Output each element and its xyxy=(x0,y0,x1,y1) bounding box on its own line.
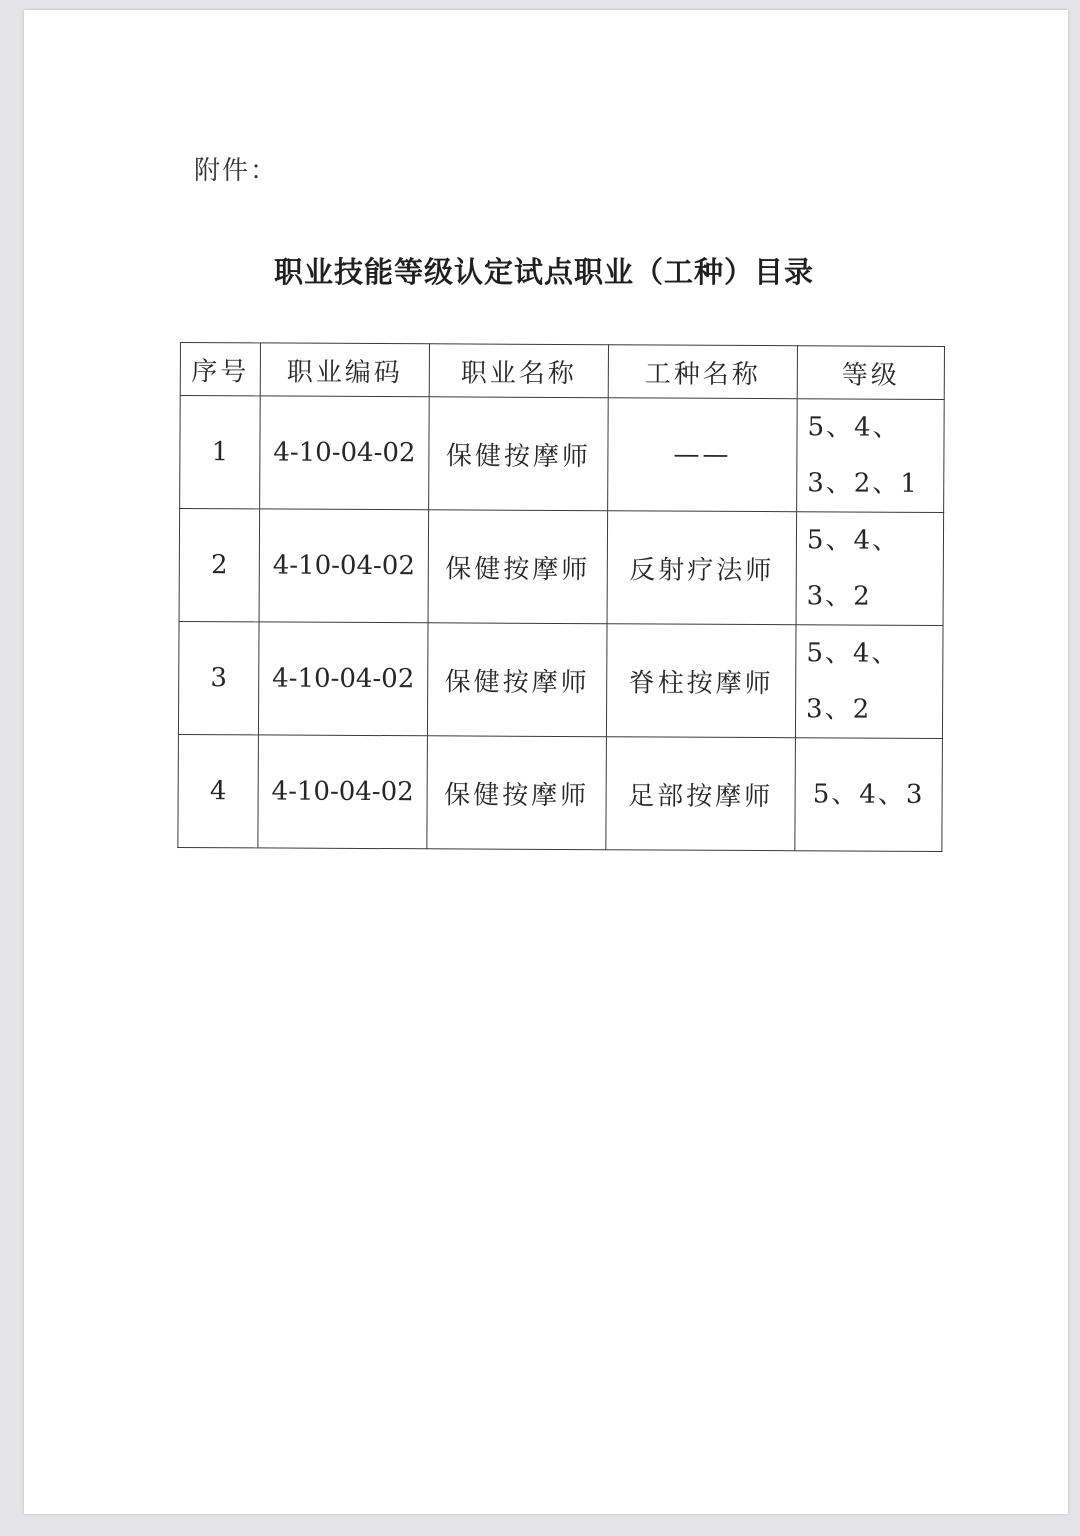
table-row xyxy=(180,396,945,513)
row-code: 4-10-04-02 xyxy=(258,622,428,736)
row-grade: 5、4、3 xyxy=(795,738,943,852)
row-no: 4 xyxy=(178,734,259,847)
row-no: 2 xyxy=(179,509,260,622)
header-grade: 等级 xyxy=(797,346,944,400)
attachment-label: 附件： xyxy=(194,156,279,186)
header-trade: 工种名称 xyxy=(608,345,797,399)
row-trade: 足部按摩师 xyxy=(606,737,796,851)
header-code: 职业编码 xyxy=(260,343,429,397)
row-code: 4-10-04-02 xyxy=(258,735,428,849)
document-title: 职业技能等级认定试点职业（工种）目录 xyxy=(274,255,815,289)
row-grade: 5、4、3、2 xyxy=(795,625,943,739)
table-row xyxy=(179,509,944,626)
header-occupation: 职业名称 xyxy=(429,344,608,398)
row-occupation: 保健按摩师 xyxy=(428,510,608,624)
row-trade: 脊柱按摩师 xyxy=(606,624,796,738)
table-row xyxy=(178,734,943,851)
row-occupation: 保健按摩师 xyxy=(429,397,609,511)
row-grade: 5、4、3、2 xyxy=(796,512,944,626)
table-row xyxy=(178,621,943,738)
row-occupation: 保健按摩师 xyxy=(427,736,607,850)
row-code: 4-10-04-02 xyxy=(259,509,429,623)
table-header-row xyxy=(180,343,944,400)
row-trade: 反射疗法师 xyxy=(607,511,797,625)
row-no: 1 xyxy=(180,396,261,509)
occupation-catalog-table xyxy=(177,342,945,852)
row-no: 3 xyxy=(178,621,259,734)
row-grade: 5、4、3、2、1 xyxy=(797,399,945,513)
header-no: 序号 xyxy=(180,343,260,396)
row-code: 4-10-04-02 xyxy=(260,396,430,510)
document-page xyxy=(24,10,1068,1514)
row-trade: —— xyxy=(608,398,798,512)
row-occupation: 保健按摩师 xyxy=(427,623,607,737)
